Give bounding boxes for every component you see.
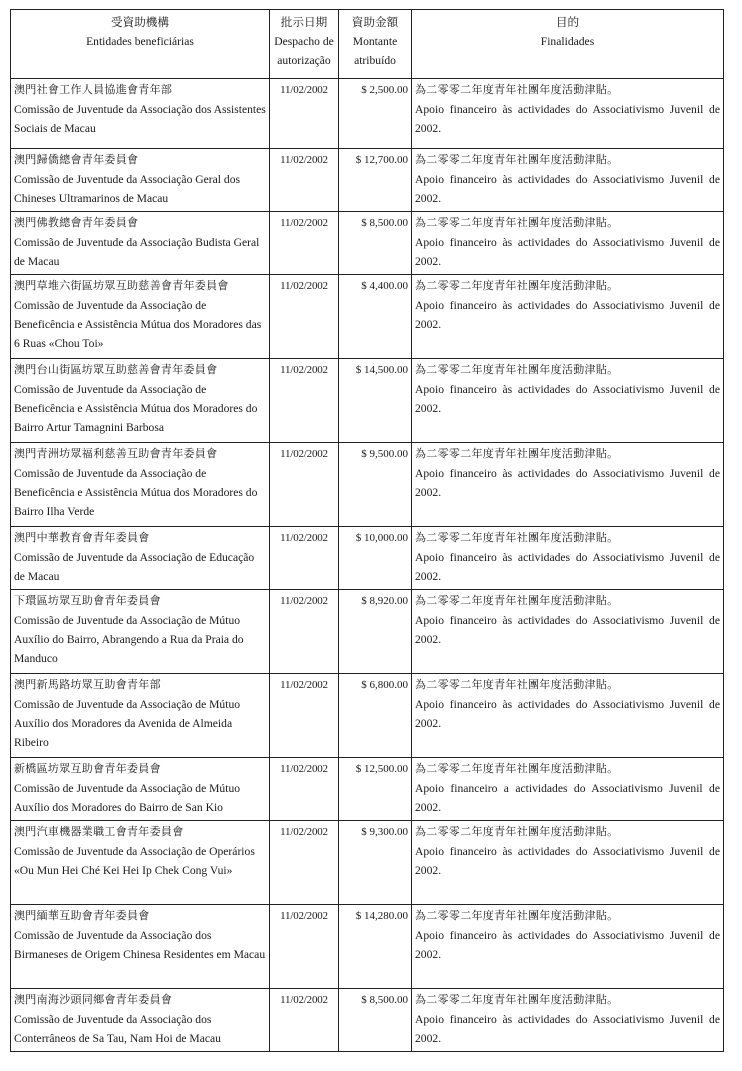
entity-name-pt: Comissão de Juventude da Associação de Beneficência e Assistência Mútua dos Moradores das 6 Ruas «Chou Toi» — [14, 299, 262, 350]
purpose-cell — [412, 674, 724, 758]
table-row — [11, 758, 724, 821]
purpose-zh: 為二零零二年度青年社團年度活動津貼。 — [415, 826, 619, 838]
entity-name-zh: 澳門青洲坊眾福利慈善互助會青年委員會 — [14, 448, 218, 460]
purpose-pt: Apoio financeiro às actividades do Associativismo Juvenil de 2002. — [415, 383, 720, 415]
grant-amount: $ 14,500.00 — [339, 359, 412, 443]
table-row — [11, 905, 724, 989]
authorization-date: 11/02/2002 — [270, 149, 339, 212]
purpose-zh: 為二零零二年度青年社團年度活動津貼。 — [415, 595, 619, 607]
purpose-pt: Apoio financeiro às actividades do Associativismo Juvenil de 2002. — [415, 698, 720, 730]
purpose-cell — [412, 275, 724, 359]
header-purpose-zh: 目的 — [555, 16, 580, 29]
grant-amount: $ 2,500.00 — [339, 79, 412, 149]
entity-name-zh: 澳門中華教育會青年委員會 — [14, 532, 150, 544]
authorization-date: 11/02/2002 — [270, 212, 339, 275]
authorization-date: 11/02/2002 — [270, 275, 339, 359]
authorization-date: 11/02/2002 — [270, 443, 339, 527]
entity-name-zh: 下環區坊眾互助會青年委員會 — [14, 595, 161, 607]
entity-name-zh: 澳門南海沙頭同鄉會青年委員會 — [14, 994, 173, 1006]
header-row — [11, 10, 724, 79]
entity-name-zh: 澳門佛教總會青年委員會 — [14, 217, 139, 229]
purpose-pt: Apoio financeiro às actividades do Associativismo Juvenil de 2002. — [415, 929, 720, 961]
table-row — [11, 527, 724, 590]
entity-name-zh: 澳門汽車機器業職工會青年委員會 — [14, 826, 184, 838]
entity-cell — [11, 905, 270, 989]
purpose-cell — [412, 359, 724, 443]
entity-name-zh: 澳門台山街區坊眾互助慈善會青年委員會 — [14, 364, 218, 376]
purpose-zh: 為二零零二年度青年社團年度活動津貼。 — [415, 994, 619, 1006]
purpose-pt: Apoio financeiro a actividades do Associativismo Juvenil de 2002. — [415, 782, 720, 814]
entity-name-pt: Comissão de Juventude da Associação de Educação de Macau — [14, 551, 255, 583]
purpose-zh: 為二零零二年度青年社團年度活動津貼。 — [415, 84, 619, 96]
header-purpose-pt: Finalidades — [540, 35, 595, 48]
entity-name-zh: 澳門緬華互助會青年委員會 — [14, 910, 150, 922]
authorization-date: 11/02/2002 — [270, 821, 339, 905]
purpose-zh: 為二零零二年度青年社團年度活動津貼。 — [415, 364, 619, 376]
authorization-date: 11/02/2002 — [270, 758, 339, 821]
grants-table — [10, 9, 724, 1052]
header-amount-zh: 資助金額 — [351, 16, 399, 29]
purpose-pt: Apoio financeiro às actividades do Associativismo Juvenil de 2002. — [415, 299, 720, 331]
entity-cell — [11, 443, 270, 527]
purpose-zh: 為二零零二年度青年社團年度活動津貼。 — [415, 763, 619, 775]
purpose-pt: Apoio financeiro às actividades do Associativismo Juvenil de 2002. — [415, 236, 720, 268]
grant-amount: $ 9,300.00 — [339, 821, 412, 905]
table-row — [11, 275, 724, 359]
entity-name-pt: Comissão de Juventude da Associação de Mútuo Auxílio dos Moradores do Bairro de San Kio — [14, 782, 241, 814]
purpose-cell — [412, 79, 724, 149]
authorization-date: 11/02/2002 — [270, 905, 339, 989]
header-date-pt-2: autorização — [277, 54, 331, 67]
purpose-cell — [412, 212, 724, 275]
table-row — [11, 590, 724, 674]
grant-amount: $ 14,280.00 — [339, 905, 412, 989]
purpose-zh: 為二零零二年度青年社團年度活動津貼。 — [415, 280, 619, 292]
purpose-pt: Apoio financeiro às actividades do Associativismo Juvenil de 2002. — [415, 173, 720, 205]
grant-amount: $ 6,800.00 — [339, 674, 412, 758]
table-row — [11, 149, 724, 212]
table-row — [11, 989, 724, 1052]
table-row — [11, 359, 724, 443]
entity-name-pt: Comissão de Juventude da Associação de Mútuo Auxílio dos Moradores da Avenida de Almeida Ribeiro — [14, 698, 241, 749]
entity-cell — [11, 149, 270, 212]
table-row — [11, 674, 724, 758]
header-entity-zh: 受資助機構 — [111, 16, 169, 29]
header-entity — [11, 10, 270, 79]
header-purpose — [412, 10, 724, 79]
purpose-cell — [412, 527, 724, 590]
purpose-zh: 為二零零二年度青年社團年度活動津貼。 — [415, 217, 619, 229]
entity-cell — [11, 758, 270, 821]
header-date — [270, 10, 339, 79]
authorization-date: 11/02/2002 — [270, 527, 339, 590]
entity-cell — [11, 275, 270, 359]
header-date-zh: 批示日期 — [280, 16, 328, 29]
purpose-cell — [412, 149, 724, 212]
entity-cell — [11, 527, 270, 590]
entity-name-zh: 澳門社會工作人員協進會青年部 — [14, 84, 173, 96]
purpose-cell — [412, 590, 724, 674]
table-body — [11, 79, 724, 1052]
grant-amount: $ 4,400.00 — [339, 275, 412, 359]
table-row — [11, 212, 724, 275]
table-row — [11, 443, 724, 527]
entity-cell — [11, 674, 270, 758]
entity-name-zh: 澳門歸僑總會青年委員會 — [14, 154, 139, 166]
header-amount-pt-1: Montante — [352, 35, 398, 48]
authorization-date: 11/02/2002 — [270, 79, 339, 149]
purpose-cell — [412, 758, 724, 821]
entity-name-zh: 新橋區坊眾互助會青年委員會 — [14, 763, 161, 775]
purpose-zh: 為二零零二年度青年社團年度活動津貼。 — [415, 448, 619, 460]
entity-name-pt: Comissão de Juventude da Associação dos Assistentes Sociais de Macau — [14, 103, 266, 135]
purpose-pt: Apoio financeiro às actividades do Associativismo Juvenil de 2002. — [415, 614, 720, 646]
authorization-date: 11/02/2002 — [270, 674, 339, 758]
purpose-cell — [412, 443, 724, 527]
entity-cell — [11, 821, 270, 905]
grant-amount: $ 10,000.00 — [339, 527, 412, 590]
authorization-date: 11/02/2002 — [270, 989, 339, 1052]
header-date-pt-1: Despacho de — [274, 35, 334, 48]
entity-name-pt: Comissão de Juventude da Associação de Beneficência e Assistência Mútua dos Moradores do Bairro Artur Tamagnini Barbosa — [14, 383, 258, 434]
authorization-date: 11/02/2002 — [270, 359, 339, 443]
purpose-cell — [412, 905, 724, 989]
grant-amount: $ 8,920.00 — [339, 590, 412, 674]
purpose-pt: Apoio financeiro às actividades do Associativismo Juvenil de 2002. — [415, 103, 720, 135]
header-entity-pt: Entidades beneficiárias — [86, 35, 194, 48]
purpose-pt: Apoio financeiro às actividades do Associativismo Juvenil de 2002. — [415, 1013, 720, 1045]
entity-name-pt: Comissão de Juventude da Associação dos Birmaneses de Origem Chinesa Residentes em Macau — [14, 929, 266, 961]
entity-name-pt: Comissão de Juventude da Associação de Operários «Ou Mun Hei Ché Kei Hei Ip Chek Cong Vui» — [14, 845, 255, 877]
header-amount-pt-2: atribuído — [354, 54, 396, 67]
purpose-zh: 為二零零二年度青年社團年度活動津貼。 — [415, 154, 619, 166]
grant-amount: $ 12,500.00 — [339, 758, 412, 821]
authorization-date: 11/02/2002 — [270, 590, 339, 674]
entity-cell — [11, 359, 270, 443]
grant-amount: $ 8,500.00 — [339, 212, 412, 275]
table-row — [11, 821, 724, 905]
purpose-pt: Apoio financeiro às actividades do Associativismo Juvenil de 2002. — [415, 551, 720, 583]
purpose-pt: Apoio financeiro às actividades do Associativismo Juvenil de 2002. — [415, 467, 720, 499]
purpose-zh: 為二零零二年度青年社團年度活動津貼。 — [415, 532, 619, 544]
entity-cell — [11, 212, 270, 275]
header-amount — [339, 10, 412, 79]
entity-cell — [11, 989, 270, 1052]
entity-cell — [11, 79, 270, 149]
entity-name-pt: Comissão de Juventude da Associação Budista Geral de Macau — [14, 236, 260, 268]
grant-amount: $ 12,700.00 — [339, 149, 412, 212]
grant-amount: $ 9,500.00 — [339, 443, 412, 527]
purpose-zh: 為二零零二年度青年社團年度活動津貼。 — [415, 679, 619, 691]
purpose-cell — [412, 989, 724, 1052]
purpose-pt: Apoio financeiro às actividades do Associativismo Juvenil de 2002. — [415, 845, 720, 877]
entity-name-zh: 澳門新馬路坊眾互助會青年部 — [14, 679, 161, 691]
purpose-zh: 為二零零二年度青年社團年度活動津貼。 — [415, 910, 619, 922]
entity-name-pt: Comissão de Juventude da Associação Geral dos Chineses Ultramarinos de Macau — [14, 173, 241, 205]
entity-cell — [11, 590, 270, 674]
entity-name-pt: Comissão de Juventude da Associação dos Conterrâneos de Sa Tau, Nam Hoi de Macau — [14, 1013, 221, 1045]
table-row — [11, 79, 724, 149]
purpose-cell — [412, 821, 724, 905]
entity-name-pt: Comissão de Juventude da Associação de Beneficência e Assistência Mútua dos Moradores do Bairro Ilha Verde — [14, 467, 258, 518]
entity-name-pt: Comissão de Juventude da Associação de Mútuo Auxílio do Bairro, Abrangendo a Rua da Praia do Manduco — [14, 614, 244, 665]
grant-amount: $ 8,500.00 — [339, 989, 412, 1052]
entity-name-zh: 澳門草堆六街區坊眾互助慈善會青年委員會 — [14, 280, 229, 292]
